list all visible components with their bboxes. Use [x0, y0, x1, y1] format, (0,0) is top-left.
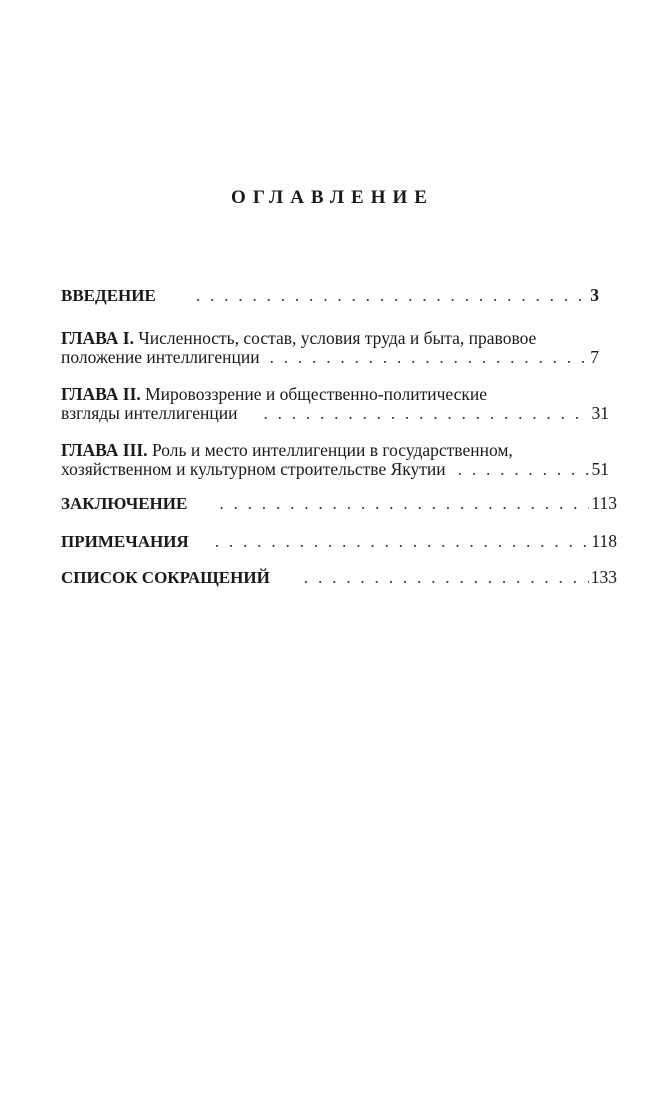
dot-leader — [215, 532, 590, 551]
toc-chapter-3-title-line1: Роль и место интеллигенции в государственном, — [151, 440, 513, 460]
toc-chapter-2-head: ГЛАВА II. — [61, 384, 141, 404]
toc-entry-chapter-1[interactable] — [61, 329, 617, 367]
dot-leader — [304, 568, 589, 587]
dot-leader — [458, 460, 590, 479]
toc-entry-chapter-3[interactable] — [61, 441, 617, 479]
toc-label-abbreviations: СПИСОК СОКРАЩЕНИЙ — [61, 568, 270, 587]
toc-label-conclusion: ЗАКЛЮЧЕНИЕ — [61, 494, 188, 513]
dot-leader — [270, 348, 589, 367]
toc-page-introduction: 3 — [590, 285, 599, 305]
toc-chapter-1-head: ГЛАВА I. — [61, 328, 134, 348]
toc-page-chapter-3: 51 — [591, 459, 609, 479]
page-title: ОГЛАВЛЕНИЕ — [231, 187, 434, 208]
toc-chapter-3-title-line2: хозяйственном и культурном строительстве Якутии — [61, 459, 446, 479]
dot-leader — [263, 404, 589, 423]
toc-page-conclusion: 113 — [591, 493, 617, 513]
toc-entry-notes[interactable] — [61, 532, 617, 551]
toc-page-notes: 118 — [591, 531, 617, 551]
toc-label-introduction: ВВЕДЕНИЕ — [61, 286, 156, 305]
toc-chapter-1-title-line2: положение интеллигенции — [61, 347, 260, 367]
toc-chapter-2-title-line2: взгляды интеллигенции — [61, 403, 238, 423]
toc-page-chapter-2: 31 — [591, 403, 609, 423]
toc-chapter-3-head: ГЛАВА III. — [61, 440, 148, 460]
toc-chapter-1-title-line1: Численность, состав, условия труда и быта, правовое — [138, 328, 537, 348]
toc-page-abbreviations: 133 — [590, 567, 617, 587]
toc-chapter-2-title-line1: Мировоззрение и общественно-политические — [145, 384, 487, 404]
toc-entry-chapter-2[interactable] — [61, 385, 617, 423]
toc-entry-conclusion[interactable] — [61, 494, 617, 513]
toc-entry-abbreviations[interactable] — [61, 568, 617, 587]
dot-leader — [196, 286, 588, 305]
toc-entry-introduction[interactable] — [61, 286, 617, 305]
toc-page-chapter-1: 7 — [590, 347, 599, 367]
dot-leader — [219, 494, 589, 513]
toc-label-notes: ПРИМЕЧАНИЯ — [61, 532, 189, 551]
